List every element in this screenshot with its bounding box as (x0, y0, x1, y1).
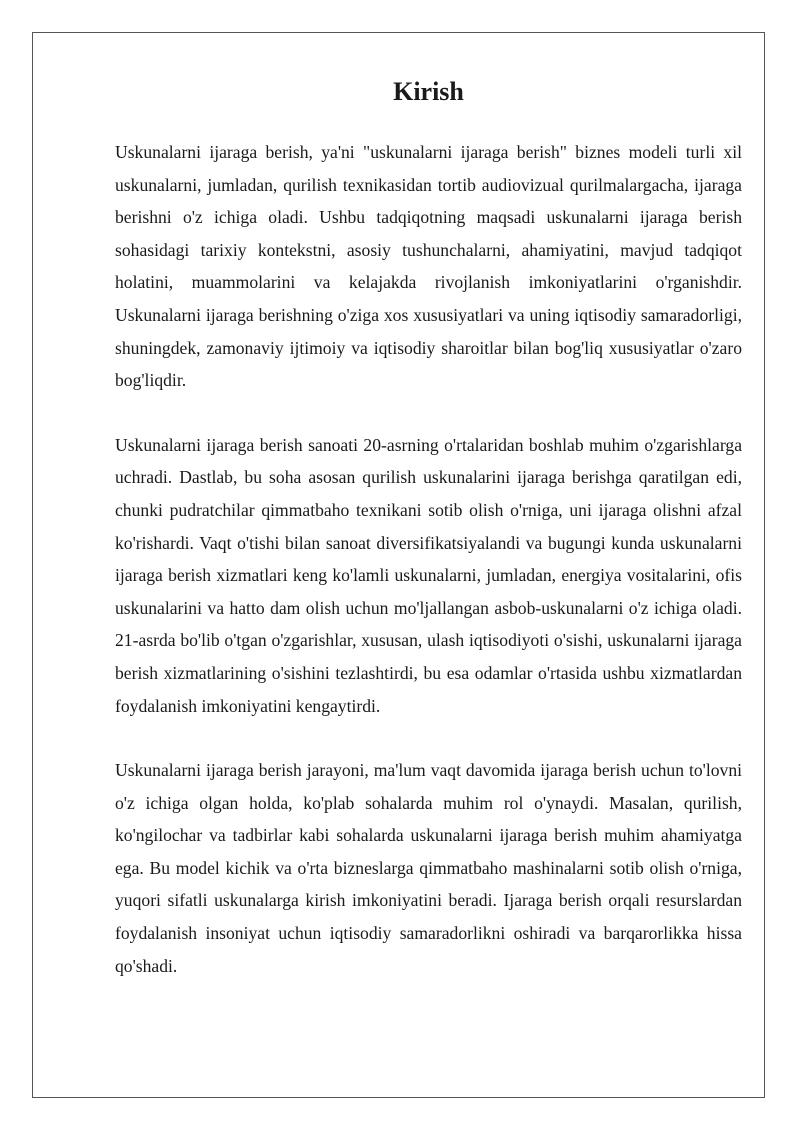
paragraph-3: Uskunalarni ijaraga berish jarayoni, ma'lum vaqt davomida ijaraga berish uchun to'lovni o'z ichiga olgan holda, ko'plab sohalarda muhim rol o'ynaydi. Masalan, qurilish, ko'ngilochar va tadbirlar kabi sohalarda uskunalarni ijaraga berish muhim ahamiyatga ega. Bu model kichik va o'rta bizneslarga qimmatbaho mashinalarni sotib olish o'rniga, yuqori sifatli uskunalarga kirish imkoniyatini beradi. Ijaraga berish orqali resurslardan foydalanish insoniyat uchun iqtisodiy samaradorlikni oshiradi va barqarorlikka hissa qo'shadi. (115, 760, 742, 976)
paragraph-2: Uskunalarni ijaraga berish sanoati 20-asrning o'rtalaridan boshlab muhim o'zgarishlarga uchradi. Dastlab, bu soha asosan qurilish uskunalarini ijaraga berishga qaratilgan edi, chunki pudratchilar qimmatbaho texnikani sotib olish o'rniga, uni ijaraga olishni afzal ko'rishardi. Vaqt o'tishi bilan sanoat diversifikatsiyalandi va bugungi kunda uskunalarni ijaraga berish xizmatlari keng ko'lamli uskunalarni, jumladan, energiya vositalarini, ofis uskunalarini va hatto dam olish uchun mo'ljallangan asbob-uskunalarni o'z ichiga oladi. 21-asrda bo'lib o'tgan o'zgarishlar, xususan, ulash iqtisodiyoti o'sishi, uskunalarni ijaraga berish xizmatlarining o'sishini tezlashtirdi, bu esa odamlar o'rtasida ushbu xizmatlardan foydalanish imkoniyatini kengaytirdi. (115, 434, 742, 716)
document-title: Kirish (393, 77, 464, 106)
paragraph-1: Uskunalarni ijaraga berish, ya'ni "uskunalarni ijaraga berish" biznes modeli turli xil uskunalarni, jumladan, qurilish texnikasidan tortib audiovizual qurilmalargacha, ijaraga berishni o'z ichiga oladi. Ushbu tadqiqotning maqsadi uskunalarni ijaraga berish sohasidagi tarixiy kontekstni, asosiy tushunchalarni, ahamiyatini, mavjud tadqiqot holatini, muammolarini va kelajakda rivojlanish imkoniyatlarini o'rganishdir. Uskunalarni ijaraga berishning o'ziga xos xususiyatlari va uning iqtisodiy samaradorligi, shuningdek, zamonaviy ijtimoiy va iqtisodiy sharoitlar bilan bog'liq xususiyatlar o'zaro bog'liqdir. (115, 142, 742, 391)
document-body (115, 72, 742, 982)
